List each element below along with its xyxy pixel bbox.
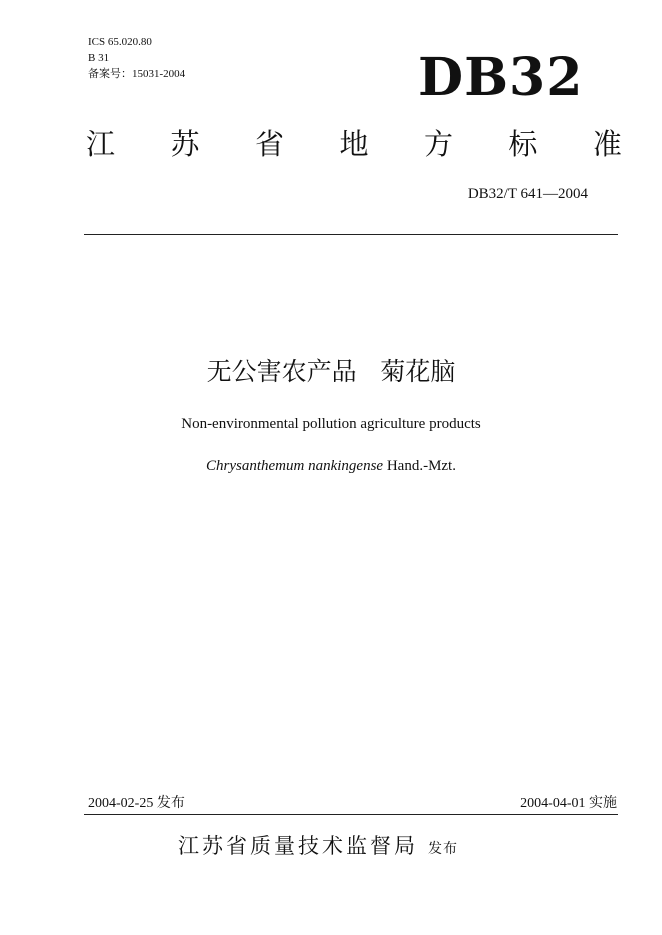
english-title: Non-environmental pollution agriculture products: [181, 416, 481, 432]
category-code: B 31: [88, 52, 110, 64]
standard-title-char: 苏: [170, 127, 200, 161]
db32-logo: DB32: [418, 47, 584, 108]
standard-title-char: 地: [339, 127, 369, 161]
implementation-date: 2004-04-01 实施: [520, 796, 617, 811]
classification-block: [88, 34, 185, 82]
standard-title-char: 准: [592, 127, 622, 161]
chinese-title: 无公害农产品 菊花脑: [206, 357, 456, 386]
publisher-name: 江苏省质量技术监督局: [178, 834, 418, 858]
filing-number: 备案号：15031-2004: [88, 68, 186, 80]
header-divider: [84, 234, 618, 235]
footer-divider: [84, 814, 618, 815]
standard-number: DB32/T 641—2004: [467, 186, 588, 202]
standard-type-title: [86, 126, 622, 162]
standard-title-char: 方: [423, 127, 453, 161]
standard-title-char: 标: [508, 127, 538, 161]
author-citation: Hand.-Mzt.: [383, 458, 456, 474]
latin-name: [0, 456, 662, 476]
publisher: [178, 832, 458, 863]
standard-title-char: 江: [86, 127, 116, 161]
ics-code: ICS 65.020.80: [88, 36, 152, 48]
issue-date: 2004-02-25 发布: [88, 796, 185, 811]
publisher-suffix: 发布: [428, 841, 458, 857]
standard-title-char: 省: [254, 127, 284, 161]
scientific-name: Chrysanthemum nankingense: [206, 458, 384, 474]
